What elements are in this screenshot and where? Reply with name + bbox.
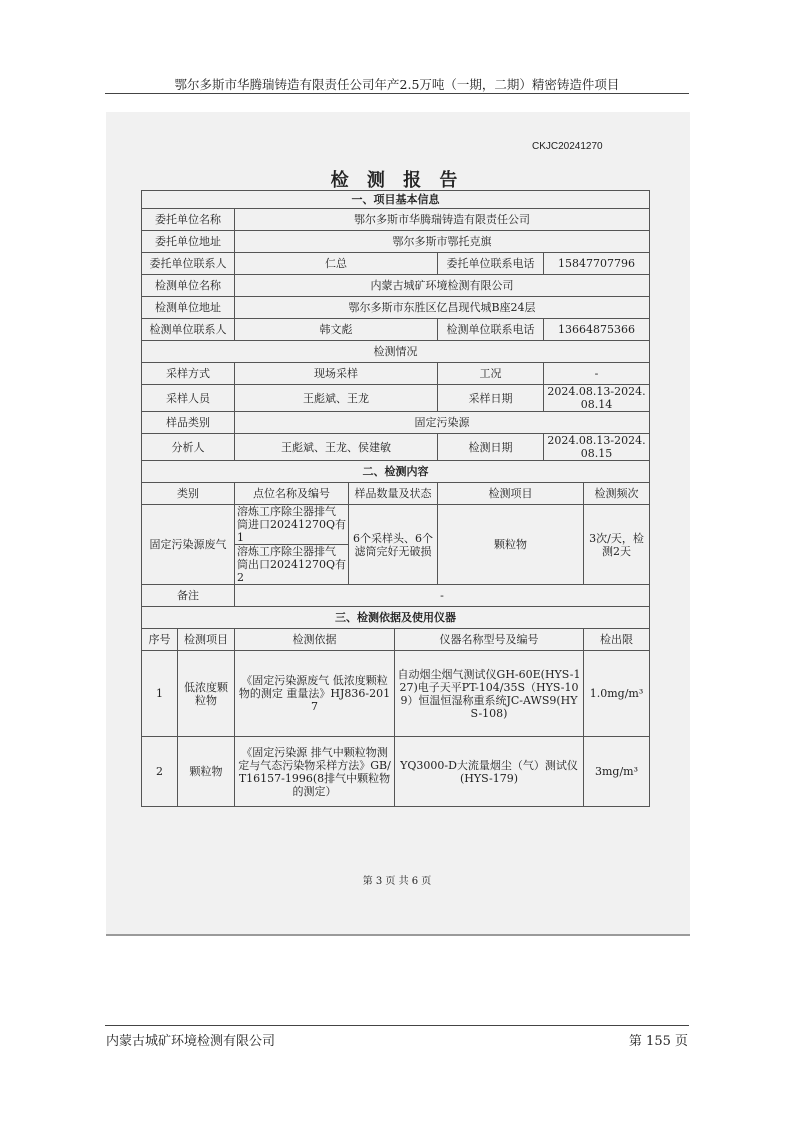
method-label: 采样方式: [142, 363, 235, 385]
col-point: 点位名称及编号: [235, 483, 349, 505]
row-limit: 3mg/m³: [584, 737, 650, 807]
col-instrument: 仪器名称型号及编号: [395, 629, 584, 651]
header-divider: [105, 93, 689, 94]
row-item: 低浓度颗粒物: [178, 651, 235, 737]
client-contact: 仁总: [235, 253, 438, 275]
row-basis: 《固定污染源 排气中颗粒物测定与气态污染物采样方法》GB/T16157-1996(8排气中颗粒物的测定）: [235, 737, 395, 807]
category-label: 样品类别: [142, 412, 235, 434]
footer-page: 第 155 页: [628, 1034, 688, 1049]
lab-name-label: 检测单位名称: [142, 275, 235, 297]
test-item: 颗粒物: [438, 505, 584, 585]
col-item: 检测项目: [438, 483, 584, 505]
client-contact-label: 委托单位联系人: [142, 253, 235, 275]
table-row: [142, 737, 650, 807]
analyst: 王彪斌、王龙、侯建敏: [235, 434, 438, 461]
lab-phone: 13664875366: [544, 319, 650, 341]
row-basis: 《固定污染源废气 低浓度颗粒物的测定 重量法》HJ836-2017: [235, 651, 395, 737]
col-qty: 样品数量及状态: [349, 483, 438, 505]
row-instrument: YQ3000-D大流量烟尘（气）测试仪(HYS-179): [395, 737, 584, 807]
client-name-label: 委托单位名称: [142, 209, 235, 231]
row-item: 颗粒物: [178, 737, 235, 807]
footer-divider: [105, 1025, 689, 1026]
row-no: 2: [142, 737, 178, 807]
test-freq: 3次/天，检测2天: [584, 505, 650, 585]
client-addr: 鄂尔多斯市鄂托克旗: [235, 231, 650, 253]
section2-title: 二、检测内容: [142, 461, 650, 483]
report-title: 检 测 报 告: [330, 170, 464, 191]
client-phone: 15847707796: [544, 253, 650, 275]
lab-contact: 韩文彪: [235, 319, 438, 341]
sample-qty: 6个采样头、6个滤筒完好无破损: [349, 505, 438, 585]
section3-title: 三、检测依据及使用仪器: [142, 607, 650, 629]
test-date: 2024.08.13-2024.08.15: [544, 434, 650, 461]
document-header: 鄂尔多斯市华腾瑞铸造有限责任公司年产2.5万吨（一期，二期）精密铸造件项目: [174, 77, 620, 92]
point-outlet: 溶炼工序除尘器排气筒出口20241270Q有2: [235, 545, 349, 585]
report-page-number: 第 3 页 共 6 页: [362, 876, 432, 887]
row-instrument: 自动烟尘烟气测试仪GH-60E(HYS-127)电子天平PT-104/35S（HYS-109）恒温恒湿称重系统JC-AWS9(HYS-108): [395, 651, 584, 737]
point-inlet: 溶炼工序除尘器排气筒进口20241270Q有1: [235, 505, 349, 545]
report-code: CKJC20241270: [532, 141, 603, 152]
client-addr-label: 委托单位地址: [142, 231, 235, 253]
col-no: 序号: [142, 629, 178, 651]
sample-date: 2024.08.13-2024.08.14: [544, 385, 650, 412]
lab-phone-label: 检测单位联系电话: [438, 319, 544, 341]
footer-company: 内蒙古城矿环境检测有限公司: [106, 1034, 276, 1049]
col-test-item: 检测项目: [178, 629, 235, 651]
lab-addr-label: 检测单位地址: [142, 297, 235, 319]
sample-type: 固定污染源废气: [142, 505, 235, 585]
sampler-label: 采样人员: [142, 385, 235, 412]
row-limit: 1.0mg/m³: [584, 651, 650, 737]
lab-name: 内蒙古城矿环境检测有限公司: [235, 275, 650, 297]
table-row: [142, 651, 650, 737]
col-limit: 检出限: [584, 629, 650, 651]
remark: -: [235, 585, 650, 607]
col-freq: 检测频次: [584, 483, 650, 505]
sample-date-label: 采样日期: [438, 385, 544, 412]
condition-label: 工况: [438, 363, 544, 385]
report-table: [141, 190, 650, 807]
test-date-label: 检测日期: [438, 434, 544, 461]
row-no: 1: [142, 651, 178, 737]
client-phone-label: 委托单位联系电话: [438, 253, 544, 275]
section1-title: 一、项目基本信息: [142, 191, 650, 209]
lab-contact-label: 检测单位联系人: [142, 319, 235, 341]
remark-label: 备注: [142, 585, 235, 607]
col-basis: 检测依据: [235, 629, 395, 651]
method: 现场采样: [235, 363, 438, 385]
status-title: 检测情况: [142, 341, 650, 363]
category: 固定污染源: [235, 412, 650, 434]
lab-addr: 鄂尔多斯市东胜区亿昌现代城B座24层: [235, 297, 650, 319]
sampler: 王彪斌、王龙: [235, 385, 438, 412]
condition: -: [544, 363, 650, 385]
client-name: 鄂尔多斯市华腾瑞铸造有限责任公司: [235, 209, 650, 231]
analyst-label: 分析人: [142, 434, 235, 461]
col-type: 类别: [142, 483, 235, 505]
